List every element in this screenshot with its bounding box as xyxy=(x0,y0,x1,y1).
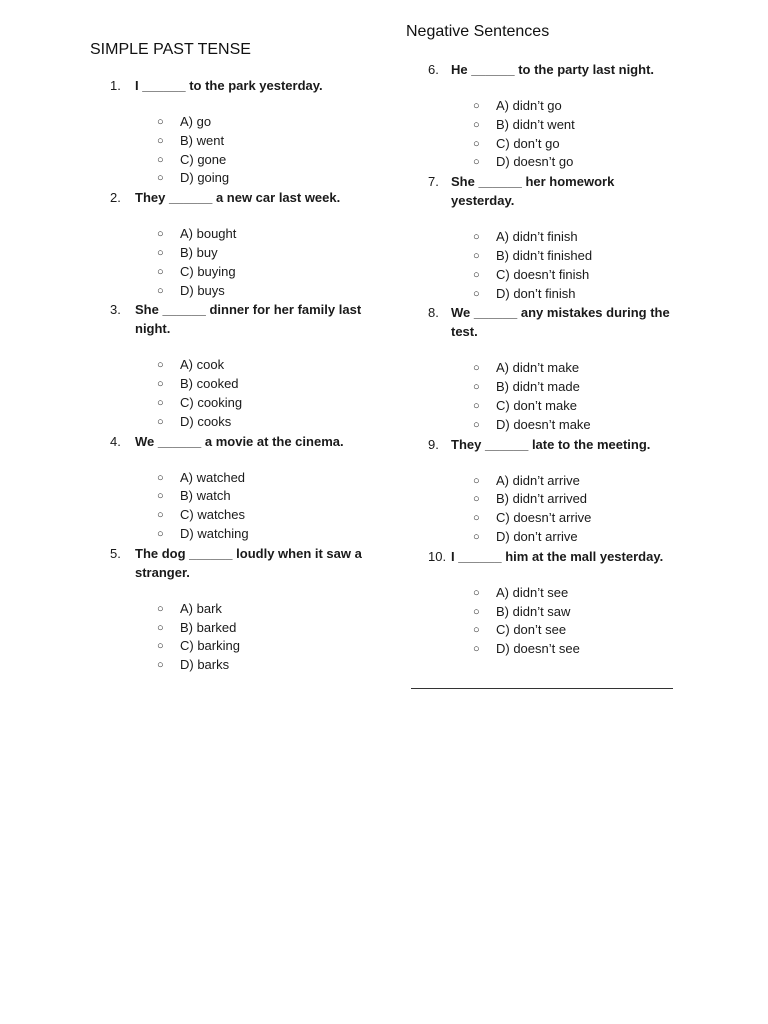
circle-bullet-icon: ○ xyxy=(157,509,164,522)
option-text: A) didn’t make xyxy=(496,360,580,376)
question-block-9 xyxy=(406,435,706,547)
question-text: They ______ late to the meeting. xyxy=(451,436,651,452)
option-text: C) barking xyxy=(180,638,240,654)
option-list xyxy=(406,472,706,547)
option-item xyxy=(90,113,390,132)
option-text: A) didn’t finish xyxy=(496,229,578,245)
option-text: B) didn’t arrived xyxy=(496,491,588,507)
circle-bullet-icon: ○ xyxy=(157,246,164,259)
option-item xyxy=(406,528,706,547)
option-item xyxy=(90,413,390,432)
option-item xyxy=(90,525,390,544)
question-block-3 xyxy=(90,300,390,431)
left-column xyxy=(90,40,390,675)
option-item xyxy=(406,621,706,640)
option-text: C) doesn’t arrive xyxy=(496,510,592,526)
question-number: 1. xyxy=(110,78,121,93)
circle-bullet-icon: ○ xyxy=(473,231,480,244)
circle-bullet-icon: ○ xyxy=(473,418,480,431)
option-text: B) watch xyxy=(180,488,231,504)
question-text: She ______ dinner for her family last night. xyxy=(135,302,362,337)
option-item xyxy=(406,228,706,247)
question-number: 6. xyxy=(428,62,439,77)
option-item xyxy=(406,416,706,435)
circle-bullet-icon: ○ xyxy=(473,605,480,618)
option-item xyxy=(90,282,390,301)
option-text: A) go xyxy=(180,114,212,129)
circle-bullet-icon: ○ xyxy=(473,530,480,543)
option-text: B) buy xyxy=(180,244,218,260)
option-item xyxy=(90,375,390,394)
question-text: I ______ to the park yesterday. xyxy=(135,78,323,93)
option-text: B) went xyxy=(180,132,225,148)
question-text: They ______ a new car last week. xyxy=(135,190,341,206)
option-text: A) bark xyxy=(180,600,222,616)
question-number: 7. xyxy=(428,174,439,190)
question-3 xyxy=(90,300,390,338)
circle-bullet-icon: ○ xyxy=(157,265,164,278)
option-text: D) doesn’t go xyxy=(496,154,574,170)
option-item xyxy=(406,97,706,116)
section-heading-simple-past: SIMPLE PAST TENSE xyxy=(90,41,251,58)
option-item xyxy=(90,151,390,170)
circle-bullet-icon: ○ xyxy=(473,643,480,656)
option-text: B) barked xyxy=(180,619,237,635)
option-item xyxy=(90,487,390,506)
option-item xyxy=(90,263,390,282)
question-text: We ______ a movie at the cinema. xyxy=(135,433,344,449)
option-item xyxy=(90,600,390,619)
option-text: D) don’t arrive xyxy=(496,528,578,544)
circle-bullet-icon: ○ xyxy=(157,602,164,615)
option-text: D) doesn’t make xyxy=(496,416,591,432)
option-item xyxy=(406,116,706,135)
option-item xyxy=(406,603,706,622)
option-list xyxy=(90,113,390,188)
option-item xyxy=(406,135,706,154)
question-text: He ______ to the party last night. xyxy=(451,62,655,77)
question-block-2 xyxy=(90,188,390,300)
option-item xyxy=(90,619,390,638)
option-text: A) didn’t arrive xyxy=(496,472,580,488)
divider-line xyxy=(411,688,673,689)
question-block-7 xyxy=(406,172,706,303)
circle-bullet-icon: ○ xyxy=(473,493,480,506)
circle-bullet-icon: ○ xyxy=(473,399,480,412)
circle-bullet-icon: ○ xyxy=(157,378,164,391)
option-text: C) don’t go xyxy=(496,135,560,151)
circle-bullet-icon: ○ xyxy=(473,287,480,300)
option-item xyxy=(406,247,706,266)
section-heading-negative-sentences: Negative Sentences xyxy=(406,23,550,40)
option-item xyxy=(406,378,706,397)
option-item xyxy=(90,637,390,656)
option-text: C) don’t make xyxy=(496,397,577,413)
option-list xyxy=(406,359,706,434)
option-text: A) didn’t see xyxy=(496,584,569,600)
question-5 xyxy=(90,544,390,582)
question-text: The dog ______ loudly when it saw a stranger. xyxy=(135,545,362,580)
circle-bullet-icon: ○ xyxy=(157,153,164,166)
question-block-8 xyxy=(406,303,706,434)
option-item xyxy=(406,397,706,416)
option-item xyxy=(406,490,706,509)
circle-bullet-icon: ○ xyxy=(157,359,164,372)
question-number: 9. xyxy=(428,436,439,452)
question-number: 2. xyxy=(110,190,121,206)
question-9 xyxy=(406,435,706,454)
question-8 xyxy=(406,303,706,341)
circle-bullet-icon: ○ xyxy=(473,268,480,281)
option-text: A) watched xyxy=(180,469,246,485)
option-text: C) watches xyxy=(180,507,246,523)
circle-bullet-icon: ○ xyxy=(473,624,480,637)
circle-bullet-icon: ○ xyxy=(473,137,480,150)
option-text: B) didn’t finished xyxy=(496,247,593,263)
circle-bullet-icon: ○ xyxy=(473,249,480,262)
option-text: D) cooks xyxy=(180,413,232,429)
option-text: C) don’t see xyxy=(496,622,567,638)
question-number: 4. xyxy=(110,433,121,449)
option-item xyxy=(406,285,706,304)
option-text: C) gone xyxy=(180,151,227,167)
option-item xyxy=(406,359,706,378)
circle-bullet-icon: ○ xyxy=(473,512,480,525)
circle-bullet-icon: ○ xyxy=(157,228,164,241)
option-item xyxy=(90,506,390,525)
question-number: 3. xyxy=(110,302,121,318)
circle-bullet-icon: ○ xyxy=(473,586,480,599)
circle-bullet-icon: ○ xyxy=(473,474,480,487)
question-text: She ______ her homework yesterday. xyxy=(451,174,615,209)
option-text: A) didn’t go xyxy=(496,98,562,113)
option-item xyxy=(90,656,390,675)
option-text: D) barks xyxy=(180,657,230,673)
option-text: D) buys xyxy=(180,282,225,298)
option-list xyxy=(406,584,706,659)
option-list xyxy=(406,97,706,172)
question-number: 5. xyxy=(110,545,121,561)
option-item xyxy=(406,509,706,528)
option-text: D) going xyxy=(180,170,230,186)
question-block-10 xyxy=(406,547,706,659)
question-block-4 xyxy=(90,432,390,544)
circle-bullet-icon: ○ xyxy=(157,396,164,409)
right-column xyxy=(406,22,706,659)
option-item xyxy=(90,244,390,263)
option-text: C) buying xyxy=(180,263,236,279)
option-item xyxy=(406,472,706,491)
circle-bullet-icon: ○ xyxy=(157,471,164,484)
option-text: D) doesn’t see xyxy=(496,641,580,657)
question-block-1 xyxy=(90,76,390,188)
option-text: B) didn’t went xyxy=(496,116,575,132)
option-list xyxy=(90,356,390,431)
option-list xyxy=(90,469,390,544)
circle-bullet-icon: ○ xyxy=(157,116,164,128)
option-item xyxy=(90,356,390,375)
option-item xyxy=(406,266,706,285)
question-number: 8. xyxy=(428,305,439,321)
circle-bullet-icon: ○ xyxy=(157,621,164,634)
option-text: D) watching xyxy=(180,525,249,541)
question-text: We ______ any mistakes during the test. xyxy=(451,305,670,340)
question-10 xyxy=(406,547,706,566)
question-block-5 xyxy=(90,544,390,675)
option-text: B) cooked xyxy=(180,376,239,392)
question-4 xyxy=(90,432,390,451)
option-item xyxy=(406,640,706,659)
option-item xyxy=(90,469,390,488)
option-list xyxy=(90,225,390,300)
question-text: I ______ him at the mall yesterday. xyxy=(451,548,664,564)
circle-bullet-icon: ○ xyxy=(157,659,164,672)
option-list xyxy=(90,600,390,675)
option-text: C) doesn’t finish xyxy=(496,266,590,282)
circle-bullet-icon: ○ xyxy=(473,156,480,169)
circle-bullet-icon: ○ xyxy=(157,134,164,147)
option-text: D) don’t finish xyxy=(496,285,576,301)
option-text: B) didn’t saw xyxy=(496,603,571,619)
circle-bullet-icon: ○ xyxy=(157,640,164,653)
option-text: B) didn’t made xyxy=(496,379,580,395)
circle-bullet-icon: ○ xyxy=(157,284,164,297)
circle-bullet-icon: ○ xyxy=(473,381,480,394)
circle-bullet-icon: ○ xyxy=(473,362,480,375)
option-text: A) cook xyxy=(180,357,225,373)
option-item xyxy=(90,394,390,413)
option-item xyxy=(90,225,390,244)
circle-bullet-icon: ○ xyxy=(157,527,164,540)
question-1 xyxy=(90,76,390,95)
circle-bullet-icon: ○ xyxy=(157,172,164,185)
circle-bullet-icon: ○ xyxy=(473,118,480,131)
option-item xyxy=(90,169,390,188)
question-2 xyxy=(90,188,390,207)
question-6 xyxy=(406,60,706,79)
option-item xyxy=(90,132,390,151)
option-item xyxy=(406,153,706,172)
circle-bullet-icon: ○ xyxy=(473,100,480,112)
option-text: C) cooking xyxy=(180,394,243,410)
option-list xyxy=(406,228,706,303)
question-number: 10. xyxy=(428,548,447,564)
question-7 xyxy=(406,172,706,210)
option-item xyxy=(406,584,706,603)
option-text: A) bought xyxy=(180,226,237,242)
circle-bullet-icon: ○ xyxy=(157,415,164,428)
circle-bullet-icon: ○ xyxy=(157,490,164,503)
question-block-6 xyxy=(406,60,706,172)
